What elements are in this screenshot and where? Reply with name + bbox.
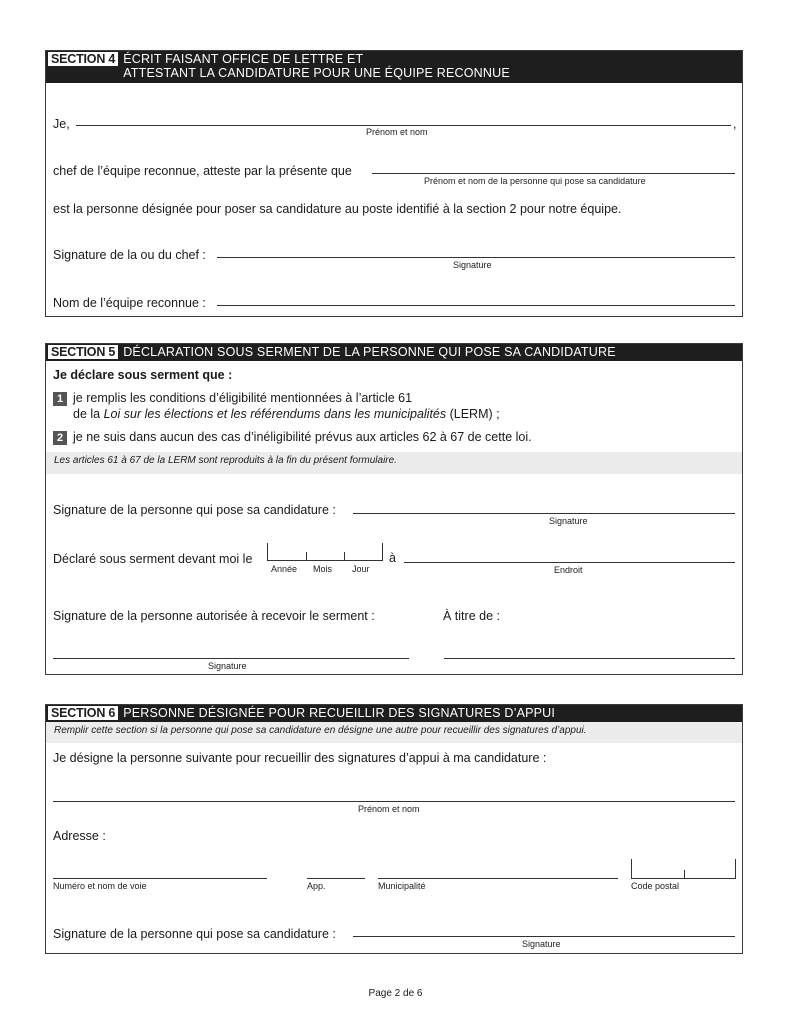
oath-item-1-line1: je remplis les conditions d’éligibilité mentionnées à l’article 61 xyxy=(73,391,413,405)
authorized-signature-field[interactable] xyxy=(53,658,409,659)
team-name-field[interactable] xyxy=(217,305,735,306)
section-4-title-line2: ATTESTANT LA CANDIDATURE POUR UNE ÉQUIPE RECONNUE xyxy=(123,66,510,80)
candidate-name-field[interactable] xyxy=(372,173,735,174)
apt-field[interactable] xyxy=(307,878,365,879)
section-6-badge: SECTION 6 xyxy=(48,706,118,720)
section-5 xyxy=(45,343,743,675)
oath-item-1-prefix: de la xyxy=(73,407,104,421)
candidate-signature-label-2: Signature de la personne qui pose sa candidature : xyxy=(53,927,336,941)
postal-code-field[interactable] xyxy=(631,859,736,879)
candidate-signature-hint-2: Signature xyxy=(522,939,561,949)
section-5-title: DÉCLARATION SOUS SERMENT DE LA PERSONNE QUI POSE SA CANDIDATURE xyxy=(123,345,616,359)
designate-text: Je désigne la personne suivante pour recueillir des signatures d’appui à ma candidature : xyxy=(53,751,547,765)
oath-item-1-line2 xyxy=(73,407,500,421)
designee-text: est la personne désignée pour poser sa candidature au poste identifié à la section 2 pour notre équipe. xyxy=(53,202,622,216)
city-field[interactable] xyxy=(378,878,618,879)
chief-name-field[interactable] xyxy=(76,125,731,126)
designee-name-hint: Prénom et nom xyxy=(358,804,420,814)
street-hint: Numéro et nom de voie xyxy=(53,881,147,891)
section-6 xyxy=(45,704,743,954)
section-6-title: PERSONNE DÉSIGNÉE POUR RECUEILLIR DES SIGNATURES D’APPUI xyxy=(123,706,556,720)
a-label: à xyxy=(389,551,396,565)
candidate-signature-label: Signature de la personne qui pose sa candidature : xyxy=(53,503,336,517)
designee-name-field[interactable] xyxy=(53,801,735,802)
apt-hint: App. xyxy=(307,881,326,891)
section-5-badge: SECTION 5 xyxy=(48,345,118,359)
section-5-header xyxy=(46,344,742,361)
section-4-header xyxy=(46,51,742,83)
candidate-signature-hint: Signature xyxy=(549,516,588,526)
title-label: À titre de : xyxy=(443,609,500,623)
item-number-2: 2 xyxy=(53,431,67,445)
oath-date-field[interactable] xyxy=(267,543,383,561)
page-number: Page 2 de 6 xyxy=(368,988,423,999)
oath-item-1-suffix: (LERM) ; xyxy=(446,407,500,421)
oath-intro: Je déclare sous serment que : xyxy=(53,368,233,382)
item-number-1: 1 xyxy=(53,392,67,406)
chief-signature-hint: Signature xyxy=(453,260,492,270)
candidate-signature-field[interactable] xyxy=(353,513,735,514)
section-6-note: Remplir cette section si la personne qui pose sa candidature en désigne une autre pour recueillir des signatures d’appui. xyxy=(46,722,742,743)
candidate-signature-field-2[interactable] xyxy=(353,936,735,937)
team-name-label: Nom de l’équipe reconnue : xyxy=(53,296,206,310)
oath-item-2 xyxy=(53,430,532,445)
section-4-title xyxy=(123,52,510,80)
chief-attest-label: chef de l’équipe reconnue, atteste par la présente que xyxy=(53,164,352,178)
place-hint: Endroit xyxy=(554,565,583,575)
title-field[interactable] xyxy=(444,658,735,659)
oath-item-2-text: je ne suis dans aucun des cas d’inéligibilité prévus aux articles 62 à 67 de cette loi. xyxy=(73,430,532,444)
chief-name-hint: Prénom et nom xyxy=(366,127,428,137)
postal-code-hint: Code postal xyxy=(631,881,680,891)
date-year-hint: Année xyxy=(271,564,298,574)
section-6-header xyxy=(46,705,742,722)
oath-item-1 xyxy=(53,391,412,406)
law-title: Loi sur les élections et les référendums dans les municipalités xyxy=(103,407,447,421)
authorized-signature-hint: Signature xyxy=(208,661,247,671)
lerm-note: Les articles 61 à 67 de la LERM sont reproduits à la fin du présent formulaire. xyxy=(46,452,742,474)
city-hint: Municipalité xyxy=(378,881,426,891)
chief-signature-field[interactable] xyxy=(217,257,735,258)
candidate-name-hint: Prénom et nom de la personne qui pose sa candidature xyxy=(424,176,646,186)
date-day-hint: Jour xyxy=(352,564,370,574)
section-4 xyxy=(45,50,743,317)
authorized-signature-label: Signature de la personne autorisée à recevoir le serment : xyxy=(53,609,375,623)
sworn-label: Déclaré sous serment devant moi le xyxy=(53,552,253,566)
date-month-hint: Mois xyxy=(313,564,333,574)
section-4-title-line1: ÉCRIT FAISANT OFFICE DE LETTRE ET xyxy=(123,52,364,66)
place-field[interactable] xyxy=(404,562,735,563)
je-comma: , xyxy=(733,117,737,131)
je-label: Je, xyxy=(53,117,70,131)
chief-signature-label: Signature de la ou du chef : xyxy=(53,248,206,262)
section-4-badge: SECTION 4 xyxy=(48,52,118,66)
street-field[interactable] xyxy=(53,878,267,879)
address-label: Adresse : xyxy=(53,829,106,843)
